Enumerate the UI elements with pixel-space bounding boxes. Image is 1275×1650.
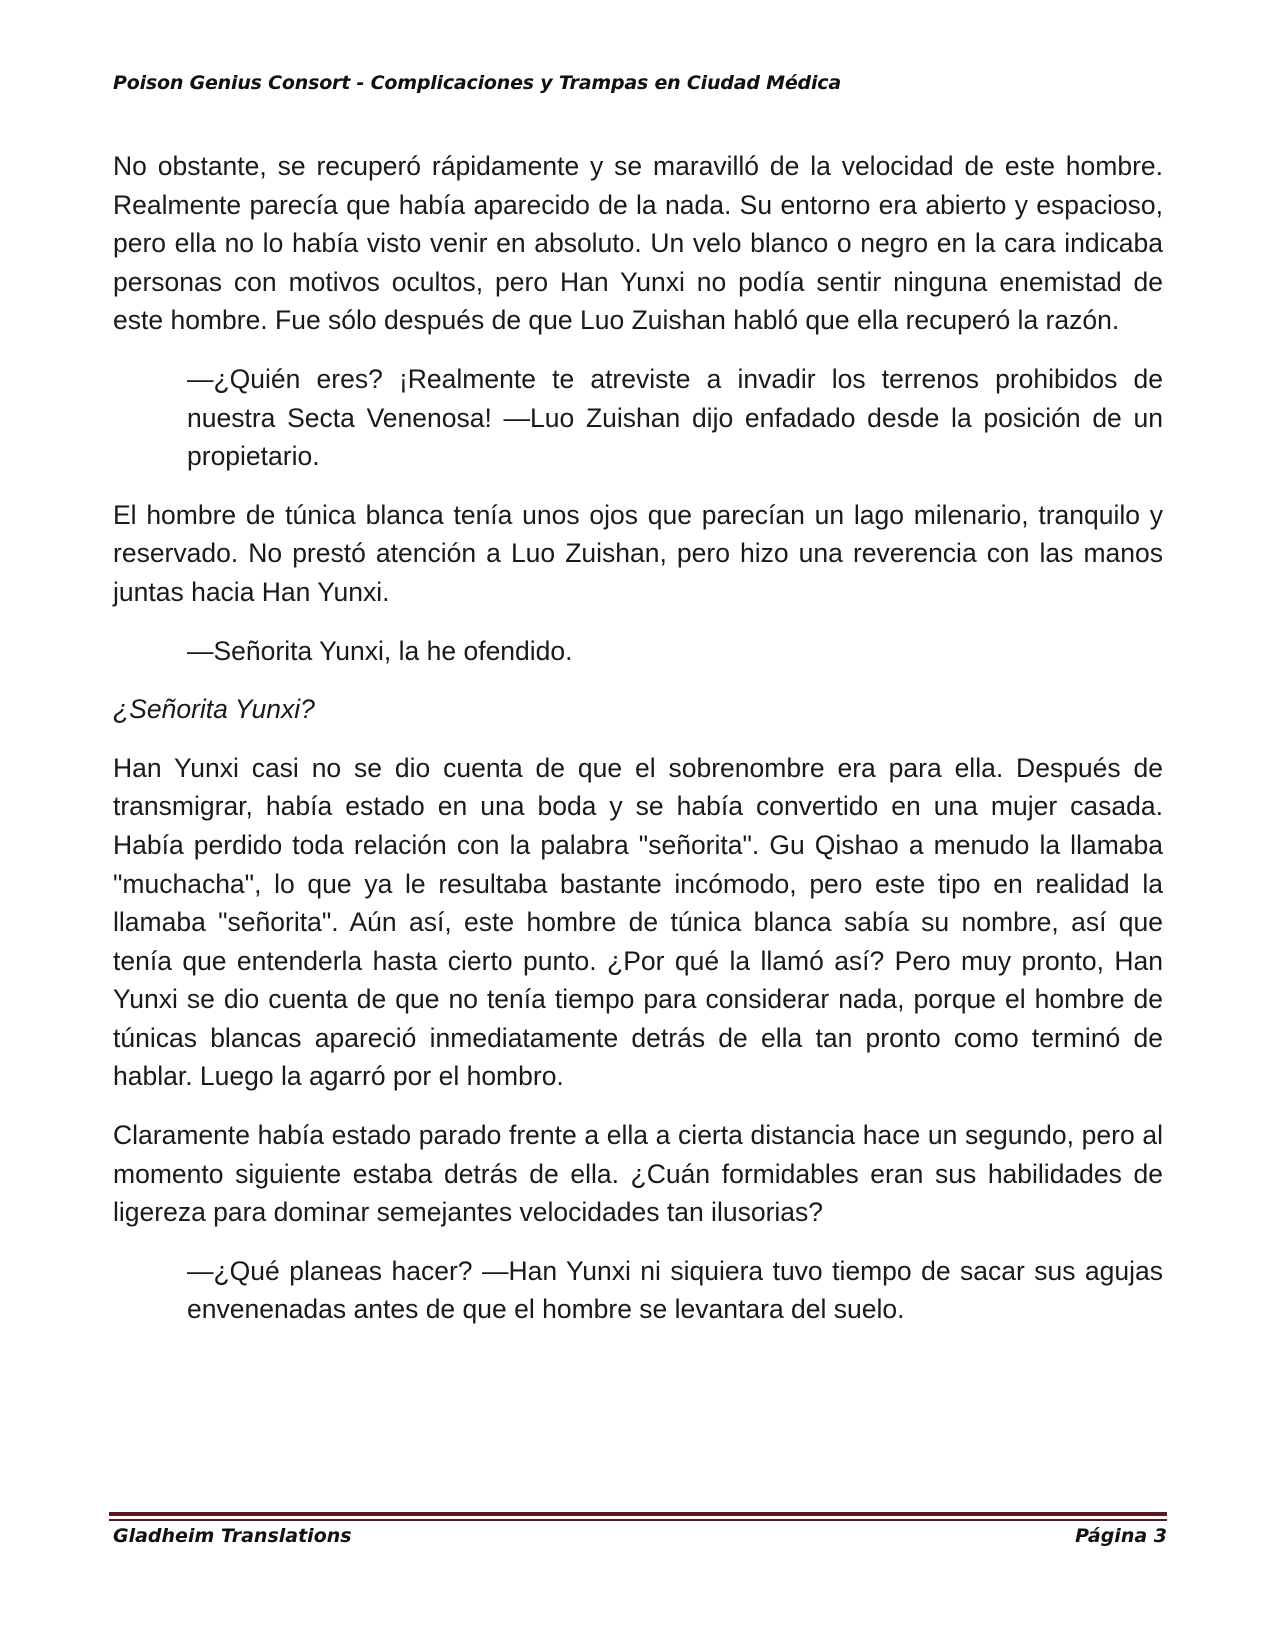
italic-thought: ¿Señorita Yunxi? (113, 694, 315, 725)
paragraph: El hombre de túnica blanca tenía unos ojos que parecían un lago milenario, tranquilo y reservado. No prestó atención a Luo Zuishan, pero hizo una reverencia con las manos juntas hacia Han Yunxi. (113, 499, 1163, 607)
dialogue-paragraph: —Señorita Yunxi, la he ofendido. (187, 635, 573, 666)
document-body (113, 147, 1163, 1349)
paragraph: Claramente había estado parado frente a ella a cierta distancia hace un segundo, pero al momento siguiente estaba detrás de ella. ¿Cuán formidables eran sus habilidades de ligereza para dominar semejantes velocidades tan ilusorias? (113, 1120, 1163, 1228)
page-header-title: Poison Genius Consort - Complicaciones y Trampas en Ciudad Médica (113, 72, 841, 94)
paragraph: Han Yunxi casi no se dio cuenta de que el sobrenombre era para ella. Después de transmigrar, había estado en una boda y se había convertido en una mujer casada. Había perdido toda relación con la palabra "señorita". Gu Qishao a menudo la llamaba "muchacha", lo que ya le resultaba bastante incómodo, pero este tipo en realidad la llamaba "señorita". Aún así, este hombre de túnica blanca sabía su nombre, así que tenía que entenderla hasta cierto punto. ¿Por qué la llamó así? Pero muy pronto, Han Yunxi se dio cuenta de que no tenía tiempo para considerar nada, porque el hombre de túnicas blancas apareció inmediatamente detrás de ella tan pronto como terminó de hablar. Luego la agarró por el hombro. (113, 752, 1163, 1092)
footer-credit: Gladheim Translations (113, 1525, 352, 1547)
footer-rule-thin (109, 1519, 1167, 1521)
dialogue-paragraph: —¿Quién eres? ¡Realmente te atreviste a invadir los terrenos prohibidos de nuestra Secta Venenosa! —Luo Zuishan dijo enfadado desde la posición de un propietario. (187, 363, 1163, 472)
dialogue-paragraph: —¿Qué planeas hacer? —Han Yunxi ni siquiera tuvo tiempo de sacar sus agujas envenenadas antes de que el hombre se levantara del suelo. (187, 1255, 1163, 1325)
footer-rule-thick (109, 1512, 1167, 1516)
page-number: Página 3 (1075, 1525, 1167, 1547)
paragraph: No obstante, se recuperó rápidamente y se maravilló de la velocidad de este hombre. Realmente parecía que había aparecido de la nada. Su entorno era abierto y espacioso, pero ella no lo había visto venir en absoluto. Un velo blanco o negro en la cara indicaba personas con motivos ocultos, pero Han Yunxi no podía sentir ninguna enemistad de este hombre. Fue sólo después de que Luo Zuishan habló que ella recuperó la razón. (113, 151, 1163, 336)
